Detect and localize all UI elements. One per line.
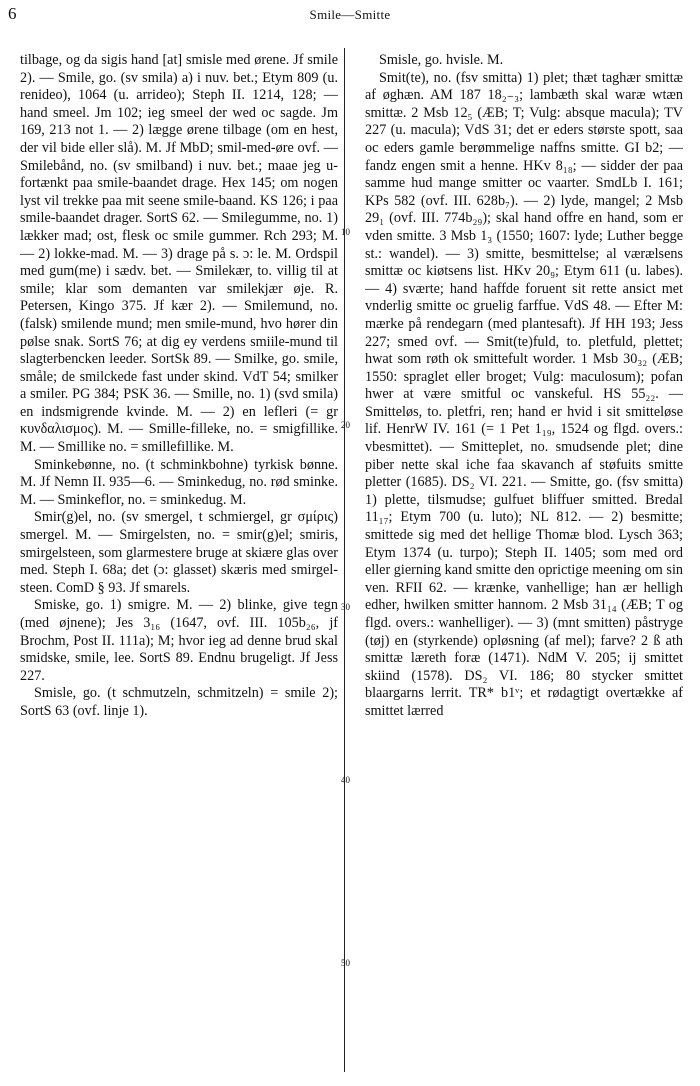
entry-paragraph: Smisle, go. (t schmutzeln, schmitzeln) = smile 2); SortS 63 (ovf. linje 1). (20, 685, 338, 719)
line-number-50: 50 (341, 958, 350, 968)
line-number-10: 10 (341, 227, 350, 237)
entry-paragraph: Smisle, go. hvisle. M. (379, 52, 504, 68)
line-number-30: 30 (341, 602, 350, 612)
entry-paragraph: Smiske, go. 1) smigre. M. — 2) blinke, give tegn (med øjnene); Jes 3₁₆ (1647, ovf. III. 105b₂₆, jf Brochm, Post II. 111a); M; hvor ieg ad denne brud skal smidske, smile, lee. SortS 89. Endnu brugeligt. Jf Jess 227. (20, 597, 338, 684)
running-header: Smile—Smitte (309, 7, 391, 22)
entry-paragraph: Sminkebønne, no. (t schminkbohne) tyrkisk bønne. M. Jf Nemn II. 935—6. — Sminkedug, no. rød sminke. M. — Sminkeflor, no. = sminkedug. M. (20, 456, 338, 508)
entry-paragraph: Smit(te), no. (fsv smitta) 1) plet; thæt taghær smittæ af øghæn. AM 187 18₂₋₃; lambæth skal waræ wtæn smittæ. 2 Msb 12₅ (ÆB; T; Vulg: absque macula); TV 227 (u. macula); VdS 31; det er eders største spott, saa oc eders gamle berømmelige naffns smitte. GI b2; — fandz engen smit a henne. HKv 8₁₈; — sidder der paa samme hud mange smitter oc vaarter. SmdLb I. 161; KPs 582 (ovf. III. 628b₇). — 2) lyde, mangel; 2 Msb 29₁ (ovf. III. 774b₂₉); skal hand offre en hand, som er vden smitte. 3 Msb 1₃ (1550; 1607: lyde; Luther begge st.: wandel). — 3) smitte, besmittelse; al værælsens smittæ oc kiøtsens list. HKv 20₉; Etym 611 (u. labes). — 4) sværte; hand haffde foruent sit rette ansict met vnderlig smitte oc gruelig farffue. VdS 48. — Efter M: mærke på rendegarn (med plantesaft). Jf HH 193; Jess 227; smed ovf. — Smit(te)fuld, to. pletfuld, plettet; hwat som røth ok smittefult worder. 1 Msb 30₃₂ (ÆB; 1550: spraglet eller broget; Vulg: maculosum); pofan hwer at være smitful oc vanskeful. HS 55₂₂. — Smitteløs, to. pletfri, ren; hand er hvid i sit smitteløse lif. HenrW IV. 161 (= 1 Pet 1₁₉, 1524 og flgd. overs.: vbesmittet). — Smitteplet, no. smudsende plet; dine piber nette skal iche faa skavanch af støfuits smitte pletter (1685). DS₂ VI. 221. — Smitte, go. (fsv smitta) 1) plette, tilsmudse; gulfuet bliffuer smitted. Bredal 11₁₇; Etym 700 (u. luto); NL 812. — 2) besmitte; smittede sig med det hellige Thomæ blod. Lysch 363; Etym 1374 (u. turpo); Steph II. 1405; som med ord eller gierning kand smitte den oprictige meening om sin ven. RFII 62. — krænke, vanhellige; han ær helligh edher, hwilken smitter hannom. 2 Msb 31₁₄ (ÆB; T og flgd. overs.: wanhelliger). — 3) (mnt smitten) påstryge (tøj) en (styrkende) opløsning (af mel); farve? 2 ß ath smittæ læreth foræ (1471). NdM V. 205; ij smittet skiind (1578). DS₂ VI. 186; 80 stycker smittet blaargarns lerrit. TR* b1ᵛ; et rødagtigt overtække af smittet lærred (365, 69, 683, 719)
right-column (365, 52, 683, 1074)
entry-paragraph: tilbage, og da sigis hand [at] smisle med ørene. Jf smile 2). — Smile, go. (sv smila) a) i nuv. bet.; Etym 809 (u. renideo), 1064 (u. arrideo); Steph II. 1214, 128; — hand smeel. Jm 102; ieg smeel der wed oc sagde. Jm 169, 213 not 1. — 2) lægge ørene tilbage (om en hest, der vil bide eller slå). M. Jf MbD; smil-med-øre ovf. — Smilebånd, no. (sv smilband) i nuv. bet.; maae jeg u-fortænkt paa smile-baandet drage. Hex 145; om nogen lyst vil trekke paa mit seene smile-baand. KS 126; i paa smile-baandet drager. SortS 62. — Smilegumme, no. 1) lækker mad; ost, flesk oc smile gummer. Rch 293; M. — 2) lokke-mad. M. — 3) drage på s. ɔ: le. M. Ordspil med gum(me) i sædv. bet. — Smilekær, to. villig til at smile; klar som demanten var smilekjær øje. R. Petersen, Kingo 375. Jf kær 2). — Smilemund, no. (falsk) smilende mund; men smile-mund, hvo hører din pølse snak. SortS 76; at dig ey verdens smiile-mund til slagterbencken leeder. SortSk 89. — Smilke, go. smile, småle; de smilckede fast under skind. VdT 54; smilker a smiler. PG 384; PSK 36. — Smille, no. 1) (svd smila) en indsmigrende kvinde. M. — 2) en lefleri (= gr κυνδαλισμος). M. — Smille-filleke, no. = smigfillike. M. — Smillike no. = smillefillike. M. (20, 52, 338, 456)
page-number: 6 (8, 4, 17, 23)
entry-paragraph: Smir(g)el, no. (sv smergel, t schmiergel, gr σμίρις) smergel. M. — Smirgelsten, no. = smir(g)el; smiris, smirgelsteen, som glarmestere bruge at skiære glas over med. Steph I. 68a; det (ɔ: glasset) skæris med smirgel-steen. ComD § 93. Jf smarels. (20, 509, 338, 596)
left-column (20, 52, 338, 1074)
line-number-40: 40 (341, 775, 350, 785)
column-divider (344, 48, 345, 1072)
line-number-20: 20 (341, 420, 350, 430)
